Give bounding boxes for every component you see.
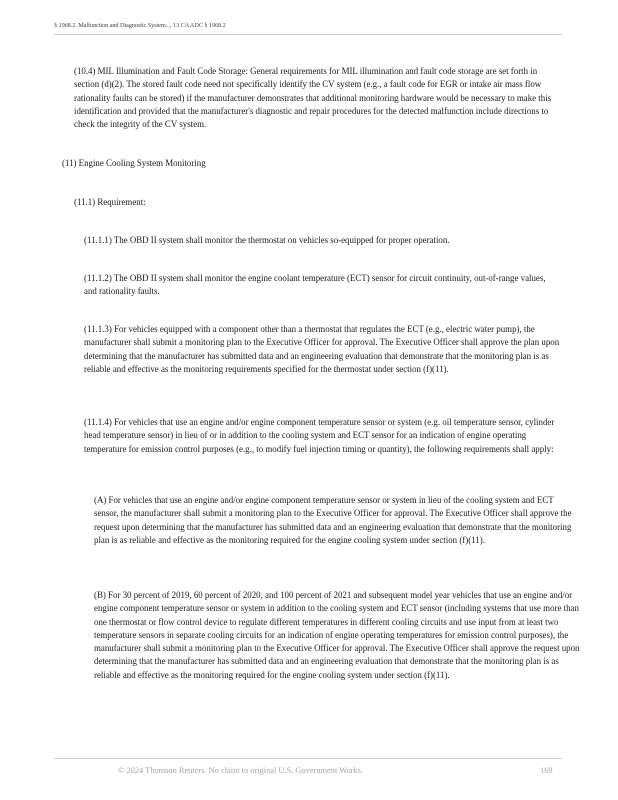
paragraph-11-1-3: (11.1.3) For vehicles equipped with a component other than a thermostat that regulates the ECT (e.g., electric water pump), the manufacturer shall submit a monitoring plan to the Executive Officer for approval. The Executive Officer shall approve the plan upon determining that the manufacturer has submitted data and an engineering evaluation that demonstrate that the monitoring plan is as reliable and effective as the monitoring requirements specified for the thermostat under section (f)(11). [84,324,560,374]
paragraph-A: (A) For vehicles that use an engine and/or engine component temperature sensor or system in lieu of the cooling system and ECT sensor, the manufacturer shall submit a monitoring plan to the Executive Officer for approval. The Executive Officer shall approve the request upon determining that the manufacturer has submitted data and an engineering evaluation that demonstrate that the monitoring plan is as reliable and effective as the monitoring required for the engine cooling system under section (f)(11). [94,495,572,545]
copyright-notice: © 2024 Thomson Reuters. No claim to original U.S. Government Works. [118,766,363,775]
footer-divider [54,758,562,759]
section-heading-11: (11) Engine Cooling System Monitoring [62,158,206,168]
header-divider [54,34,562,35]
running-header-citation: § 1968.2. Malfunction and Diagnostic System..., 13 CA ADC § 1968.2 [54,22,226,29]
paragraph-10-4: (10.4) MIL Illumination and Fault Code Storage: General requirements for MIL illumination and fault code storage are set forth in section (d)(2). The stored fault code need not specifically identify the CV system (e.g., a fault code for EGR or intake air mass flow rationality faults can be stored) if the manufacturer demonstrates that additional monitoring hardware would be necessary to make this identification and provided that the manufacturer's diagnostic and repair procedures for the detected malfunction include directions to check the integrity of the CV system. [74,66,552,130]
page-number: 169 [540,766,553,775]
paragraph-11-1-4: (11.1.4) For vehicles that use an engine and/or engine component temperature sensor or system (e.g. oil temperature sensor, cylinder head temperature sensor) in lieu of or in addition to the cooling system and ECT sensor for an indication of engine operating temperature for emission control purposes (e.g., to modify fuel injection timing or quantity), the following requirements shall apply: [84,417,555,454]
paragraph-11-1-2: (11.1.2) The OBD II system shall monitor the engine coolant temperature (ECT) sensor for circuit continuity, out-of-range values, and rationality faults. [84,273,546,297]
paragraph-B: (B) For 30 percent of 2019, 60 percent of 2020, and 100 percent of 2021 and subsequent model year vehicles that use an engine and/or engine component temperature sensor or system in addition to the cooling system and ECT sensor (including systems that use more than one thermostat or flow control device to regulate different temperatures in different cooling circuits and use input from at least two temperature sensors in separate cooling circuits for an indication of engine operating temperatures for emission control purposes), the manufacturer shall submit a monitoring plan to the Executive Officer for approval. The Executive Officer shall approve the request upon determining that the manufacturer has submitted data and an engineering evaluation that demonstrate that the monitoring plan is as reliable and effective as the monitoring required for the engine cooling system under section (f)(11). [94,590,580,680]
paragraph-11-1-1: (11.1.1) The OBD II system shall monitor the thermostat on vehicles so-equipped for proper operation. [84,235,450,245]
paragraph-11-1: (11.1) Requirement: [74,197,146,207]
